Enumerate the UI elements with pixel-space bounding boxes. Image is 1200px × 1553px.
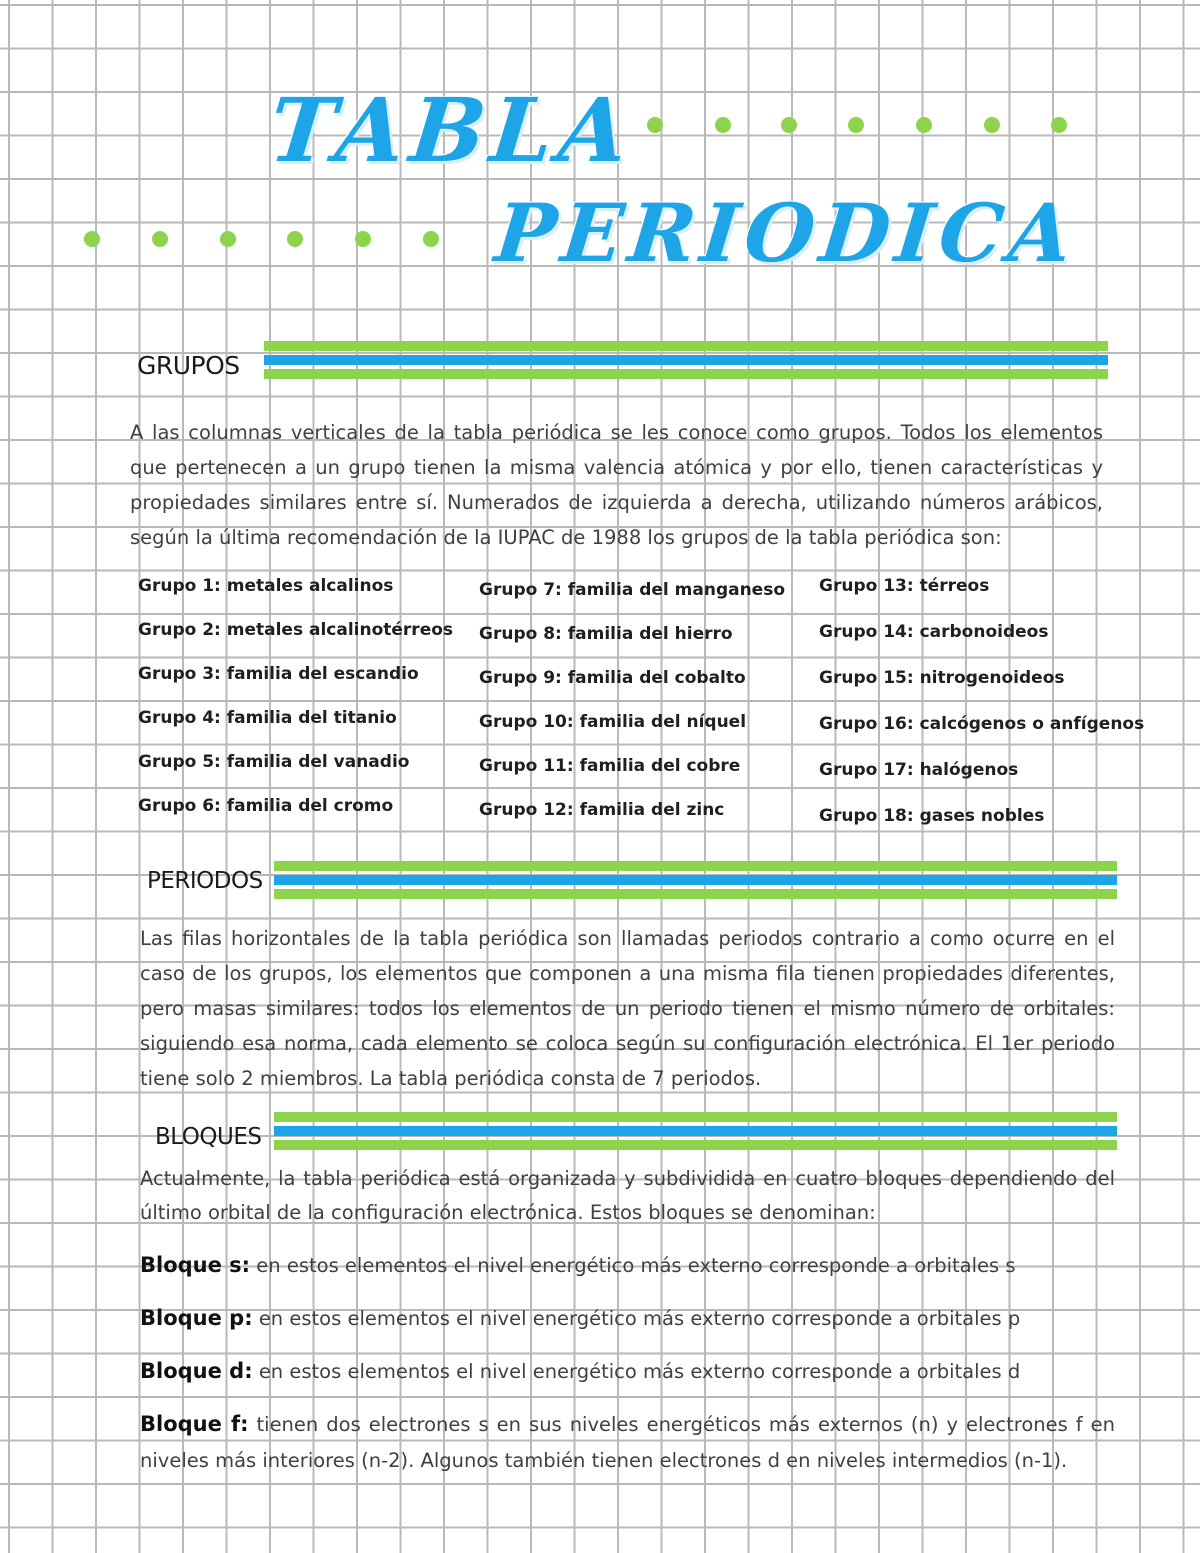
list-item: Grupo 2: metales alcalinotérreos (138, 620, 454, 640)
list-item: Grupo 8: familia del hierro (479, 624, 733, 644)
dot-decoration (423, 231, 439, 247)
list-item: Grupo 18: gases nobles (819, 806, 1045, 826)
bloque-d-text: en estos elementos el nivel energético más externo corresponde a orbitales d (258, 1360, 1021, 1383)
group-list-column-3 (819, 576, 1145, 852)
dot-decoration (84, 231, 100, 247)
bloque-p-item (140, 1300, 1115, 1337)
dot-decoration (984, 117, 1000, 133)
dot-decoration (1051, 117, 1067, 133)
bloque-p-text: en estos elementos el nivel energético más externo corresponde a orbitales p (258, 1307, 1021, 1330)
dot-decoration (355, 231, 371, 247)
dot-decoration (220, 231, 236, 247)
bloque-s-item (140, 1247, 1115, 1284)
group-list-column-1 (138, 576, 468, 840)
title-line-2: PERIODICA (491, 186, 1083, 280)
section-divider-grupos (264, 341, 1108, 383)
list-item: Grupo 7: familia del manganeso (479, 580, 786, 600)
list-item: Grupo 1: metales alcalinos (138, 576, 394, 596)
dot-decoration (848, 117, 864, 133)
bloque-s-label: Bloque s: (140, 1253, 251, 1277)
bloque-s-text: en estos elementos el nivel energético más externo corresponde a orbitales s (256, 1254, 1016, 1277)
section-heading-bloques: BLOQUES (155, 1124, 262, 1150)
list-item: Grupo 11: familia del cobre (479, 756, 741, 776)
list-item: Grupo 9: familia del cobalto (479, 668, 746, 688)
dot-decoration (715, 117, 731, 133)
list-item: Grupo 5: familia del vanadio (138, 752, 410, 772)
list-item: Grupo 4: familia del titanio (138, 708, 397, 728)
dot-decoration (781, 117, 797, 133)
dot-decoration (287, 231, 303, 247)
section-heading-periodos: PERIODOS (147, 868, 263, 894)
list-item: Grupo 15: nitrogenoideos (819, 668, 1065, 688)
dot-decoration (916, 117, 932, 133)
list-item: Grupo 12: familia del zinc (479, 800, 725, 820)
group-list-column-2 (479, 580, 809, 844)
section-divider-bloques (274, 1112, 1117, 1154)
dot-decoration (647, 117, 663, 133)
bloque-d-label: Bloque d: (140, 1359, 253, 1383)
bloque-f-text: tienen dos electrones s en sus niveles energéticos más externos (n) y electrones f en niveles más interiores (n-2). Algunos también tienen electrones d en niveles intermedios (n-1). (140, 1413, 1116, 1472)
section-heading-grupos: GRUPOS (137, 351, 240, 380)
bloque-f-label: Bloque f: (140, 1412, 249, 1436)
bloques-intro: Actualmente, la tabla periódica está organizada y subdividida en cuatro bloques dependiendo del último orbital de la configuración electrónica. Estos bloques se denominan: (140, 1167, 1115, 1224)
title-line-1: TABLA (264, 78, 639, 182)
dot-decoration (152, 231, 168, 247)
grupos-paragraph: A las columnas verticales de la tabla periódica se les conoce como grupos. Todos los elementos que pertenecen a un grupo tienen la misma valencia atómica y por ello, tienen características y propiedades similares entre sí. Numerados de izquierda a derecha, utilizando números arábicos, según la última recomendación de la IUPAC de 1988 los grupos de la tabla periódica son: (130, 421, 1103, 549)
list-item: Grupo 16: calcógenos o anfígenos (819, 714, 1145, 734)
list-item: Grupo 6: familia del cromo (138, 796, 394, 816)
list-item: Grupo 17: halógenos (819, 760, 1019, 780)
bloque-p-label: Bloque p: (140, 1306, 253, 1330)
list-item: Grupo 10: familia del níquel (479, 712, 747, 732)
section-divider-periodos (274, 861, 1117, 903)
periodos-paragraph: Las filas horizontales de la tabla periódica son llamadas periodos contrario a como ocurre en el caso de los grupos, los elementos que componen a una misma fila tienen propiedades diferentes, pero masas similares: todos los elementos de un periodo tienen el mismo número de orbitales: siguiendo esa norma, cada elemento se coloca según su configuración electrónica. El 1er periodo tiene solo 2 miembros. La tabla periódica consta de 7 periodos. (140, 927, 1115, 1090)
list-item: Grupo 13: térreos (819, 576, 990, 596)
list-item: Grupo 14: carbonoideos (819, 622, 1049, 642)
list-item: Grupo 3: familia del escandio (138, 664, 419, 684)
bloque-d-item (140, 1353, 1115, 1390)
bloque-f-item (140, 1406, 1115, 1479)
